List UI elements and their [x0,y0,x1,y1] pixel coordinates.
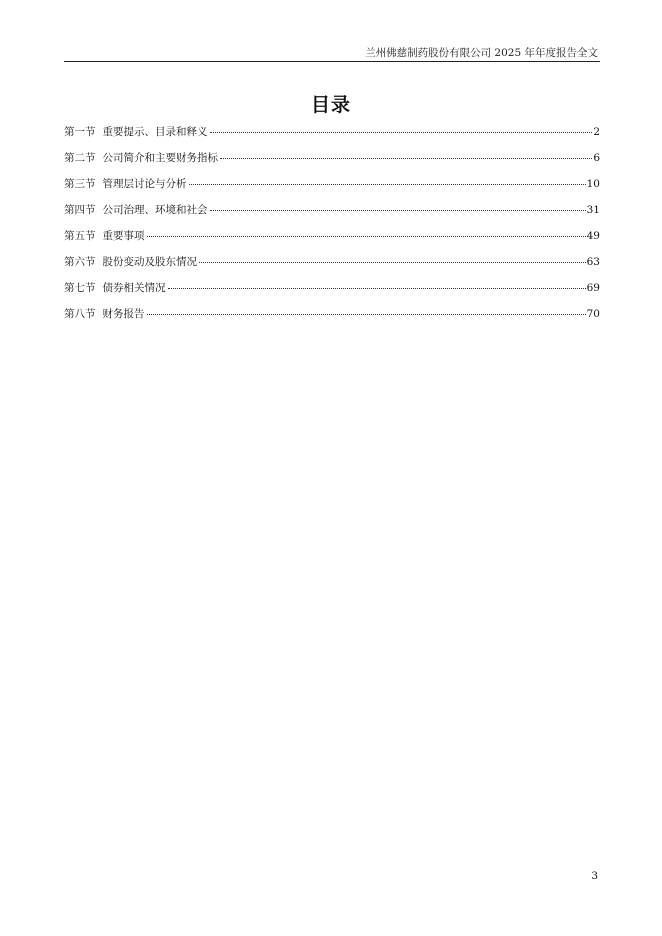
toc-section-number: 第七节 [64,282,96,294]
toc-section-number: 第二节 [64,152,96,164]
toc-section-title: 公司治理、环境和社会 [102,204,208,216]
toc-section-number: 第八节 [64,308,96,320]
toc-section-title: 管理层讨论与分析 [102,178,187,190]
toc-entry[interactable] [64,125,600,151]
toc-page-number: 69 [586,282,600,294]
toc-section-title: 重要事项 [102,230,145,242]
toc-section-number: 第五节 [64,230,96,242]
toc-section-title: 重要提示、目录和释义 [102,126,208,138]
toc-entry[interactable] [64,151,600,177]
running-header: 兰州佛慈制药股份有限公司 2025 年年度报告全文 [365,47,598,59]
toc-title: 目录 [310,94,351,116]
toc-page-number: 10 [586,178,600,190]
toc-dot-leader [168,288,586,289]
toc-entry[interactable] [64,255,600,281]
toc-page-number: 70 [586,308,600,320]
toc-dot-leader [199,262,586,263]
toc-page-number: 63 [586,256,600,268]
toc-dot-leader [210,132,593,133]
toc-entry[interactable] [64,177,600,203]
toc-section-title: 债券相关情况 [102,282,166,294]
toc-entry[interactable] [64,307,600,333]
toc-section-number: 第一节 [64,126,96,138]
toc-dot-leader [147,236,586,237]
toc-entry[interactable] [64,203,600,229]
toc-section-number: 第六节 [64,256,96,268]
toc-section-title: 公司简介和主要财务指标 [102,152,218,164]
table-of-contents [64,125,600,333]
page-number: 3 [591,870,598,882]
toc-page-number: 49 [586,230,600,242]
toc-entry[interactable] [64,229,600,255]
toc-page-number: 6 [593,152,600,164]
toc-section-title: 股份变动及股东情况 [102,256,197,268]
toc-entry[interactable] [64,281,600,307]
toc-dot-leader [220,158,592,159]
toc-section-number: 第四节 [64,204,96,216]
toc-section-title: 财务报告 [102,308,145,320]
toc-dot-leader [147,314,586,315]
toc-page-number: 2 [593,126,600,138]
header-rule [64,61,600,62]
toc-dot-leader [210,210,586,211]
toc-section-number: 第三节 [64,178,96,190]
toc-dot-leader [189,184,586,185]
toc-page-number: 31 [586,204,600,216]
